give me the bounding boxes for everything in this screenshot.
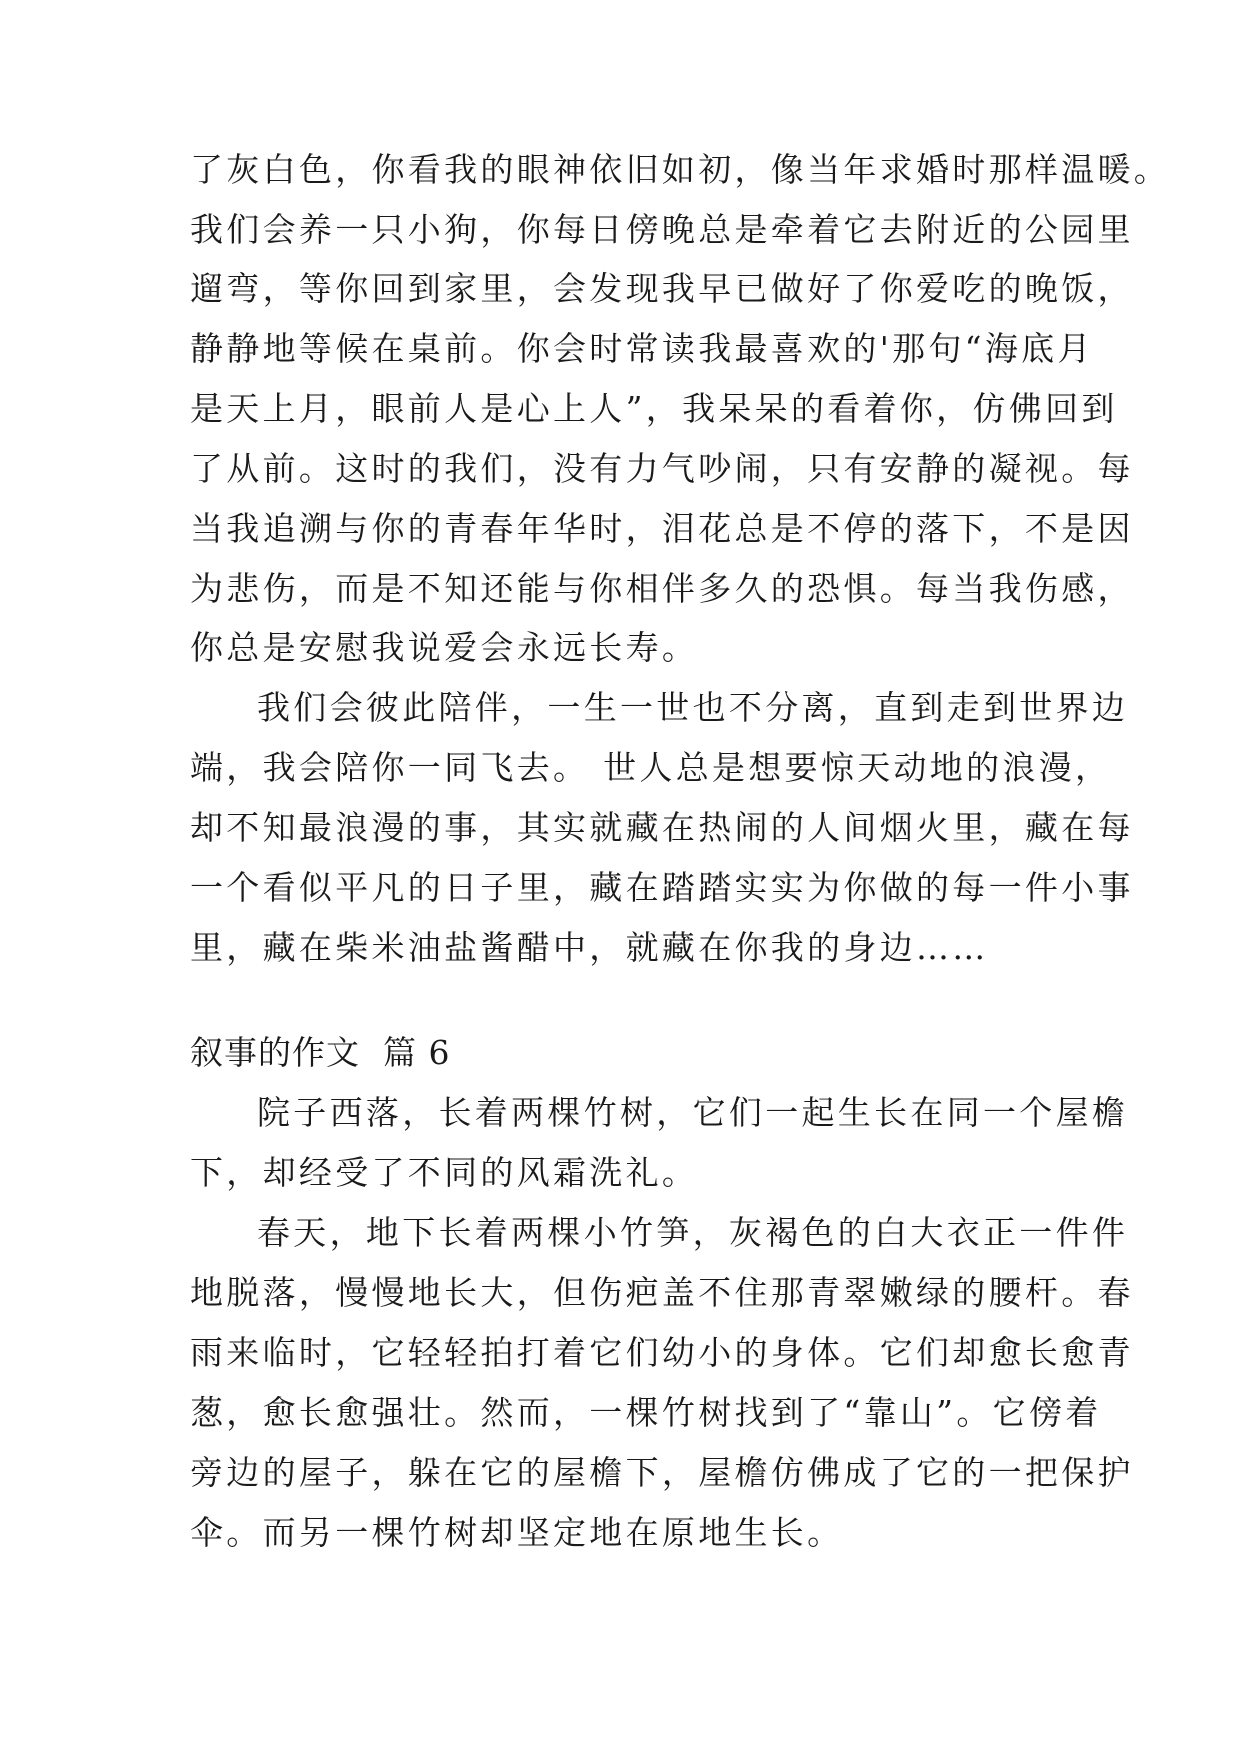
paragraph-line: 却不知最浪漫的事，其实就藏在热闹的人间烟火里，藏在每	[190, 808, 1134, 847]
paragraph-line: 伞。而另一棵竹树却坚定地在原地生长。	[190, 1513, 844, 1552]
paragraph-line: 院子西落，长着两棵竹树，它们一起生长在同一个屋檐	[257, 1093, 1129, 1132]
paragraph-line: 一个看似平凡的日子里，藏在踏踏实实为你做的每一件小事	[190, 868, 1134, 907]
paragraph-line: 为悲伤，而是不知还能与你相伴多久的恐惧。每当我伤感，	[190, 569, 1134, 608]
section-heading: 叙事的作文 篇 6	[190, 1033, 451, 1072]
paragraph-line: 里，藏在柴米油盐酱醋中，就藏在你我的身边……	[190, 928, 989, 967]
paragraph-line: 端，我会陪你一同飞去。 世人总是想要惊天动地的浪漫，	[190, 748, 1112, 787]
paragraph-line: 你总是安慰我说爱会永远长寿。	[190, 628, 699, 667]
paragraph-line: 是天上月，眼前人是心上人”，我呆呆的看着你，仿佛回到	[190, 389, 1118, 428]
paragraph-line: 地脱落，慢慢地长大，但伤疤盖不住那青翠嫩绿的腰杆。春	[190, 1273, 1134, 1312]
paragraph-line: 旁边的屋子，躲在它的屋檐下，屋檐仿佛成了它的一把保护	[190, 1453, 1134, 1492]
paragraph-line: 我们会养一只小狗，你每日傍晚总是牵着它去附近的公园里	[190, 210, 1134, 249]
paragraph-line: 遛弯，等你回到家里，会发现我早已做好了你爱吃的晚饭，	[190, 269, 1134, 308]
paragraph-line: 了从前。这时的我们，没有力气吵闹，只有安静的凝视。每	[190, 449, 1134, 488]
paragraph-line: 了灰白色，你看我的眼神依旧如初，像当年求婚时那样温暖。	[190, 150, 1171, 189]
paragraph-line: 静静地等候在桌前。你会时常读我最喜欢的'那句“海底月	[190, 329, 1094, 368]
paragraph-line: 春天，地下长着两棵小竹笋，灰褐色的白大衣正一件件	[257, 1213, 1129, 1252]
paragraph-line: 当我追溯与你的青春年华时，泪花总是不停的落下，不是因	[190, 509, 1134, 548]
paragraph-line: 雨来临时，它轻轻拍打着它们幼小的身体。它们却愈长愈青	[190, 1333, 1134, 1372]
paragraph-line: 下，却经受了不同的风霜洗礼。	[190, 1153, 699, 1192]
paragraph-line: 葱，愈长愈强壮。然而，一棵竹树找到了“靠山”。它傍着	[190, 1393, 1102, 1432]
paragraph-line: 我们会彼此陪伴，一生一世也不分离，直到走到世界边	[257, 688, 1129, 727]
